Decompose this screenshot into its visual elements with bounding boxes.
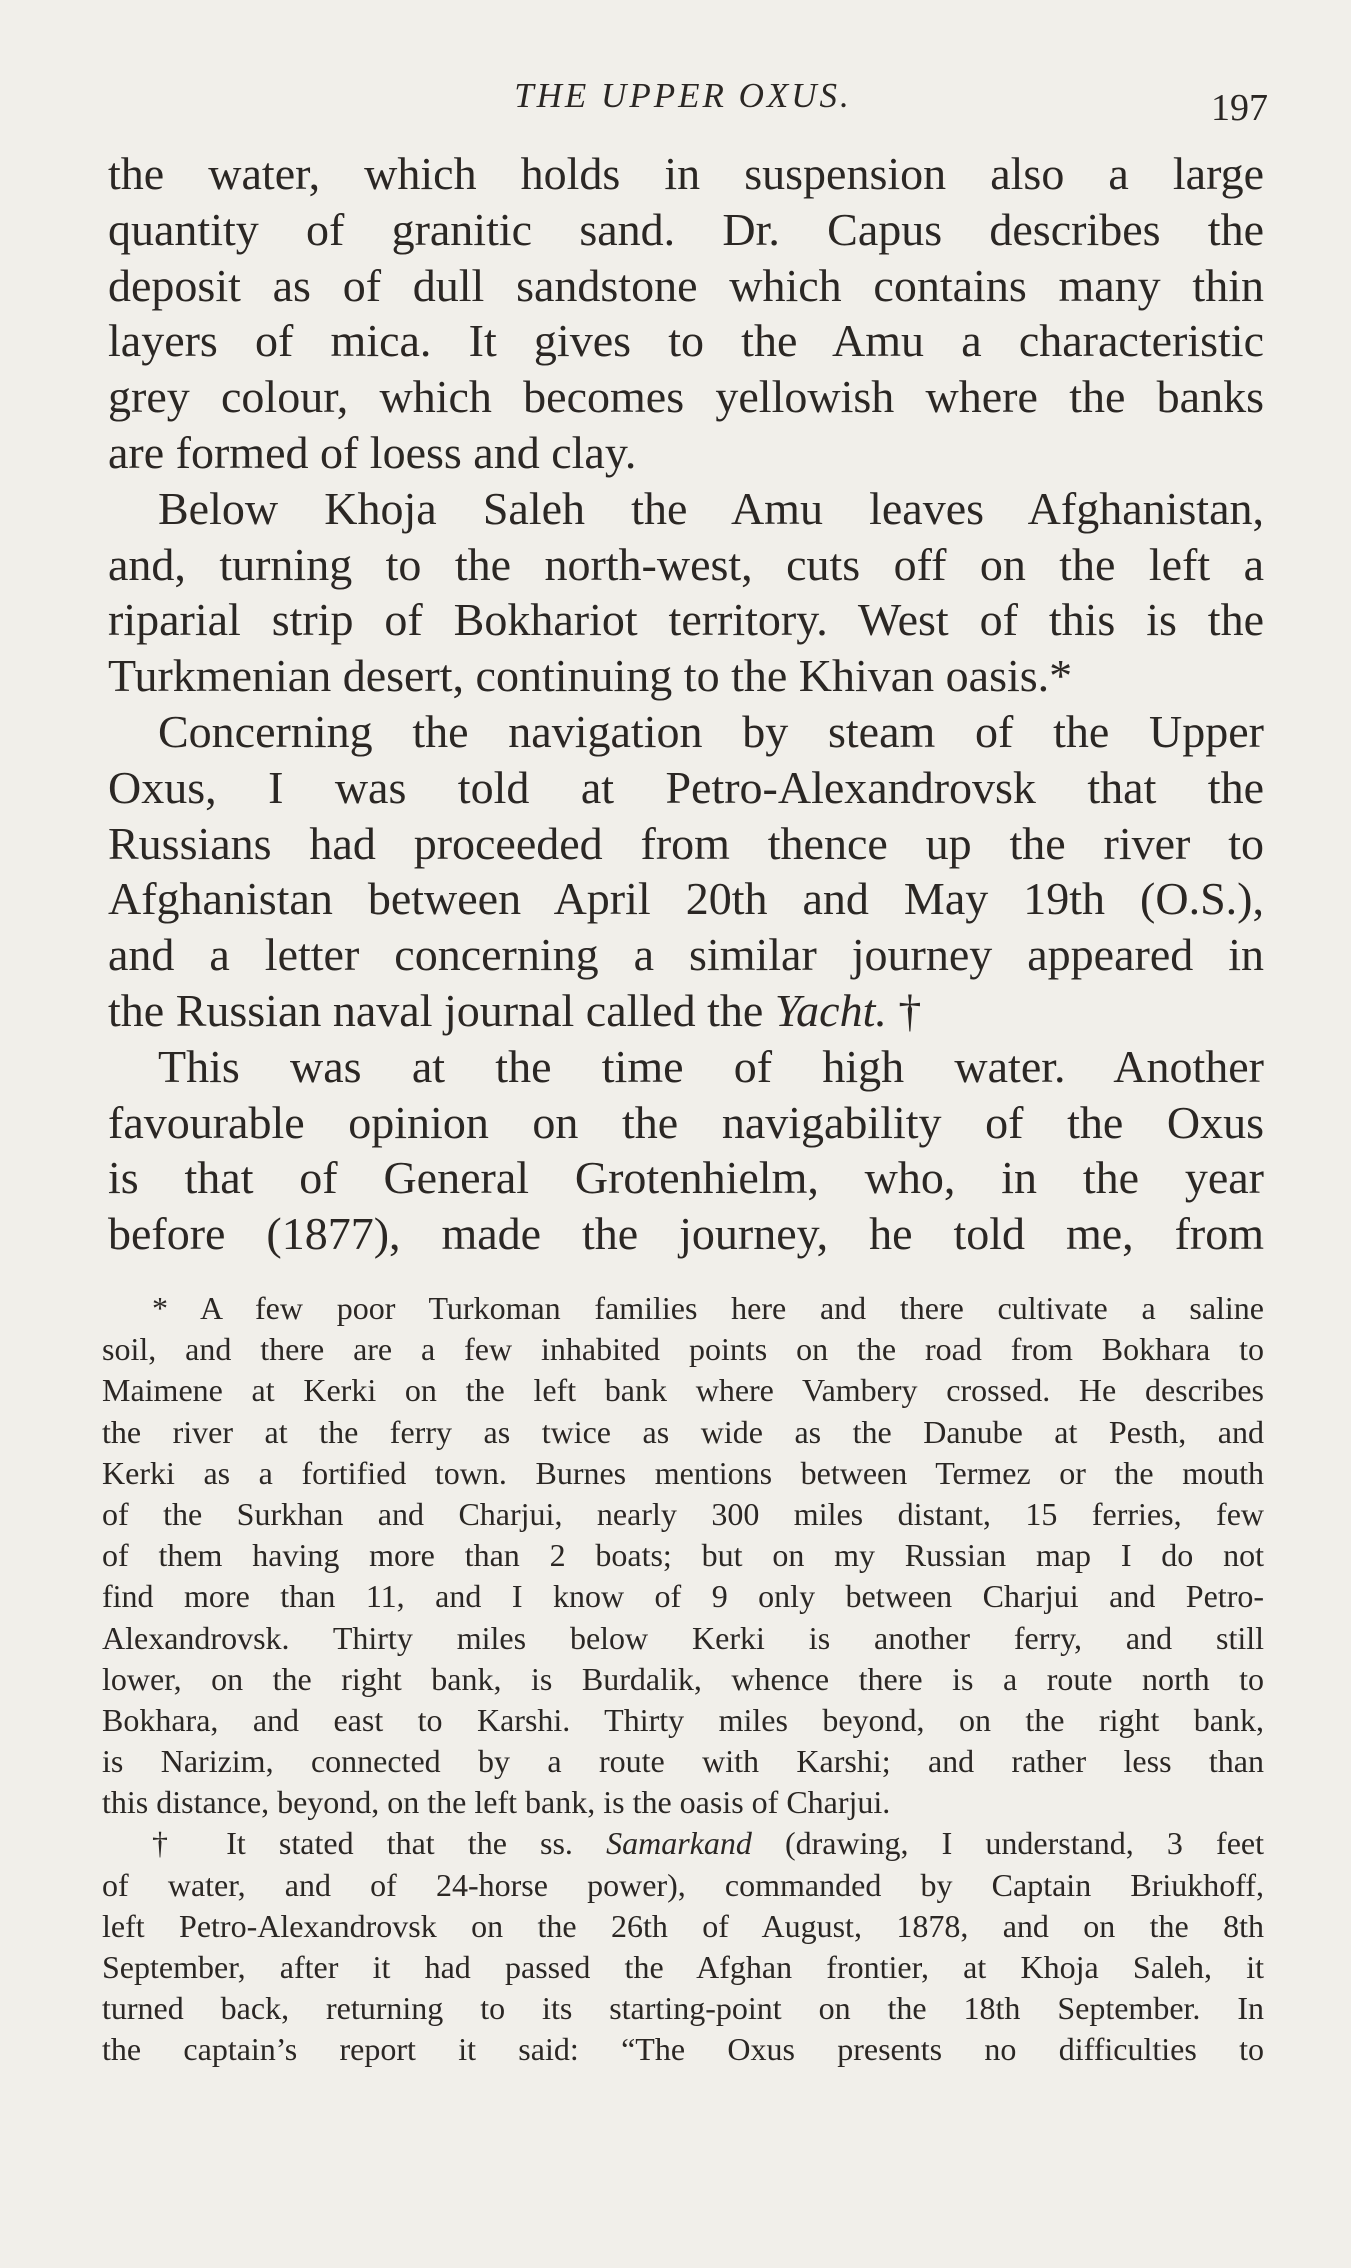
italic-title: Yacht. [774, 984, 887, 1036]
text-line: quantity of granitic sand. Dr. Capus describes the [108, 203, 1264, 255]
footnote-line: Bokhara, and east to Karshi. Thirty miles beyond, on the right bank, [102, 1701, 1264, 1738]
text-segment: the Russian naval journal called the [108, 984, 775, 1036]
paragraph-first-line: Below Khoja Saleh the Amu leaves Afghanistan, [158, 482, 1264, 534]
italic-ship-name: Samarkand [606, 1825, 752, 1862]
text-line: layers of mica. It gives to the Amu a characteristic [108, 315, 1264, 367]
footnote-line: Alexandrovsk. Thirty miles below Kerki is another ferry, and still [102, 1619, 1264, 1656]
footnotes [102, 1288, 1264, 2071]
paragraph-first-line: This was at the time of high water. Another [158, 1040, 1264, 1092]
footnote-line: of the Surkhan and Charjui, nearly 300 miles distant, 15 ferries, few [102, 1495, 1264, 1532]
footnote-line: of them having more than 2 boats; but on my Russian map I do not [102, 1537, 1264, 1574]
footnote-line: lower, on the right bank, is Burdalik, whence there is a route north to [102, 1660, 1264, 1697]
footnote-first-line [102, 1823, 1264, 1864]
text-line: and a letter concerning a similar journey appeared in [108, 929, 1264, 981]
text-line [108, 983, 1264, 1039]
text-line: Oxus, I was told at Petro-Alexandrovsk that the [108, 761, 1264, 813]
text-line: is that of General Grotenhielm, who, in the year [108, 1152, 1264, 1204]
text-line: grey colour, which becomes yellowish where the banks [108, 371, 1264, 423]
footnote-line: soil, and there are a few inhabited points on the road from Bokhara to [102, 1331, 1264, 1368]
footnote-line: this distance, beyond, on the left bank, is the oasis of Charjui. [102, 1784, 891, 1821]
paragraph-first-line: Concerning the navigation by steam of the Upper [158, 705, 1264, 757]
text-line: Afghanistan between April 20th and May 19th (O.S.), [108, 873, 1264, 925]
page-number: 197 [1211, 87, 1268, 129]
footnote-line: Kerki as a fortified town. Burnes mentions between Termez or the mouth [102, 1454, 1264, 1491]
footnote-line: the captain’s report it said: “The Oxus presents no difficulties to [102, 2031, 1264, 2068]
footnote-line: Maimene at Kerki on the left bank where Vambery crossed. He describes [102, 1372, 1264, 1409]
text-line: riparial strip of Bokhariot territory. West of this is the [108, 594, 1264, 646]
footnote-line: of water, and of 24-horse power), commanded by Captain Briukhoff, [102, 1866, 1264, 1903]
text-line: are formed of loess and clay. [108, 426, 637, 478]
text-segment: † It stated that the ss. [152, 1825, 607, 1862]
main-text [108, 146, 1264, 1262]
text-line: Turkmenian desert, continuing to the Khivan oasis.* [108, 650, 1073, 702]
footnote-line: turned back, returning to its starting-point on the 18th September. In [102, 1990, 1264, 2027]
text-line: Russians had proceeded from thence up the river to [108, 817, 1264, 869]
footnote-line: is Narizim, connected by a route with Karshi; and rather less than [102, 1743, 1264, 1780]
footnote-line: September, after it had passed the Afghan frontier, at Khoja Saleh, it [102, 1949, 1264, 1985]
text-line: before (1877), made the journey, he told me, from [108, 1208, 1264, 1260]
footnote-line: find more than 11, and I know of 9 only between Charjui and Petro- [102, 1578, 1264, 1615]
text-segment: (drawing, I understand, 3 feet [751, 1825, 1265, 1862]
footnote-line: left Petro-Alexandrovsk on the 26th of August, 1878, and on the 8th [102, 1907, 1264, 1944]
text-line: and, turning to the north-west, cuts off on the left a [108, 538, 1264, 590]
text-line: favourable opinion on the navigability of the Oxus [108, 1096, 1264, 1148]
text-line: the water, which holds in suspension also a large [108, 148, 1264, 199]
dagger-mark: † [886, 984, 922, 1036]
text-line: deposit as of dull sandstone which contains many thin [108, 259, 1264, 311]
running-head [108, 76, 1268, 129]
footnote-line: the river at the ferry as twice as wide as the Danube at Pesth, and [102, 1413, 1264, 1450]
footnote-first-line: * A few poor Turkoman families here and there cultivate a saline [152, 1290, 1264, 1326]
running-title: THE UPPER OXUS. [514, 76, 852, 115]
